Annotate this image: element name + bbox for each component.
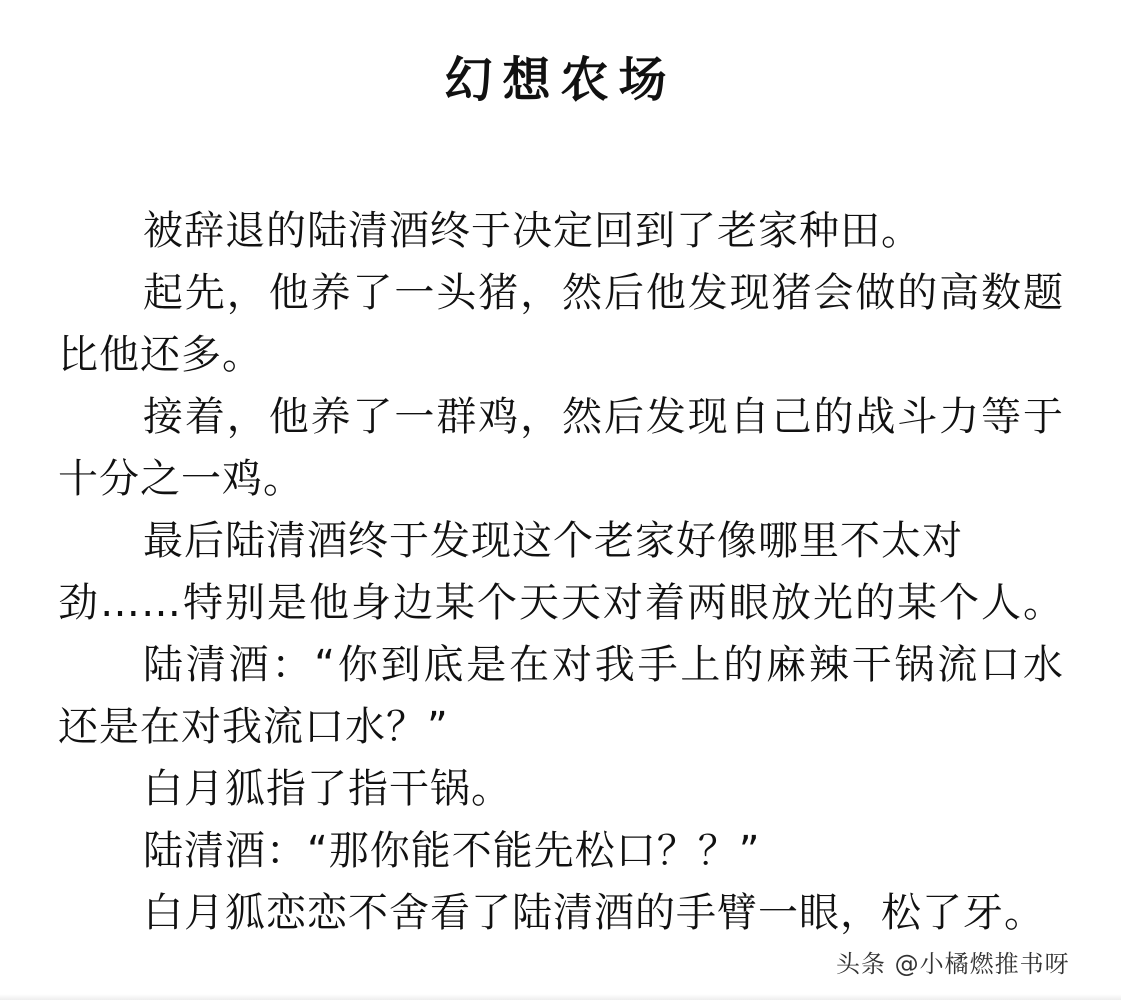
document-body [58,200,1064,944]
text-line: 被辞退的陆清酒终于决定回到了老家种田。 [143,208,922,254]
text-line: 陆清酒：“你到底是在对我手上的麻辣干锅流口水 [143,642,1064,688]
watermark: 头条 @小橘燃推书呀 [836,944,1070,979]
document-title: 幻想农场 [444,52,677,108]
text-line: 劲……特别是他身边某个天天对着两眼放光的某个人。 [58,580,1064,626]
text-line: 最后陆清酒终于发现这个老家好像哪里不太对 [143,518,963,564]
text-line: 接着，他养了一群鸡，然后发现自己的战斗力等于 [143,394,1064,440]
text-line: 还是在对我流口水？” [58,704,449,750]
page-edge [0,994,1121,1000]
text-line: 白月狐指了指干锅。 [143,766,512,812]
text-line: 白月狐恋恋不舍看了陆清酒的手臂一眼，松了牙。 [143,890,1045,936]
text-line: 比他还多。 [58,332,263,378]
text-line: 十分之一鸡。 [58,456,304,502]
text-line: 陆清酒：“那你能不能先松口？？” [143,828,761,874]
text-line: 起先，他养了一头猪，然后他发现猪会做的高数题 [143,270,1064,316]
